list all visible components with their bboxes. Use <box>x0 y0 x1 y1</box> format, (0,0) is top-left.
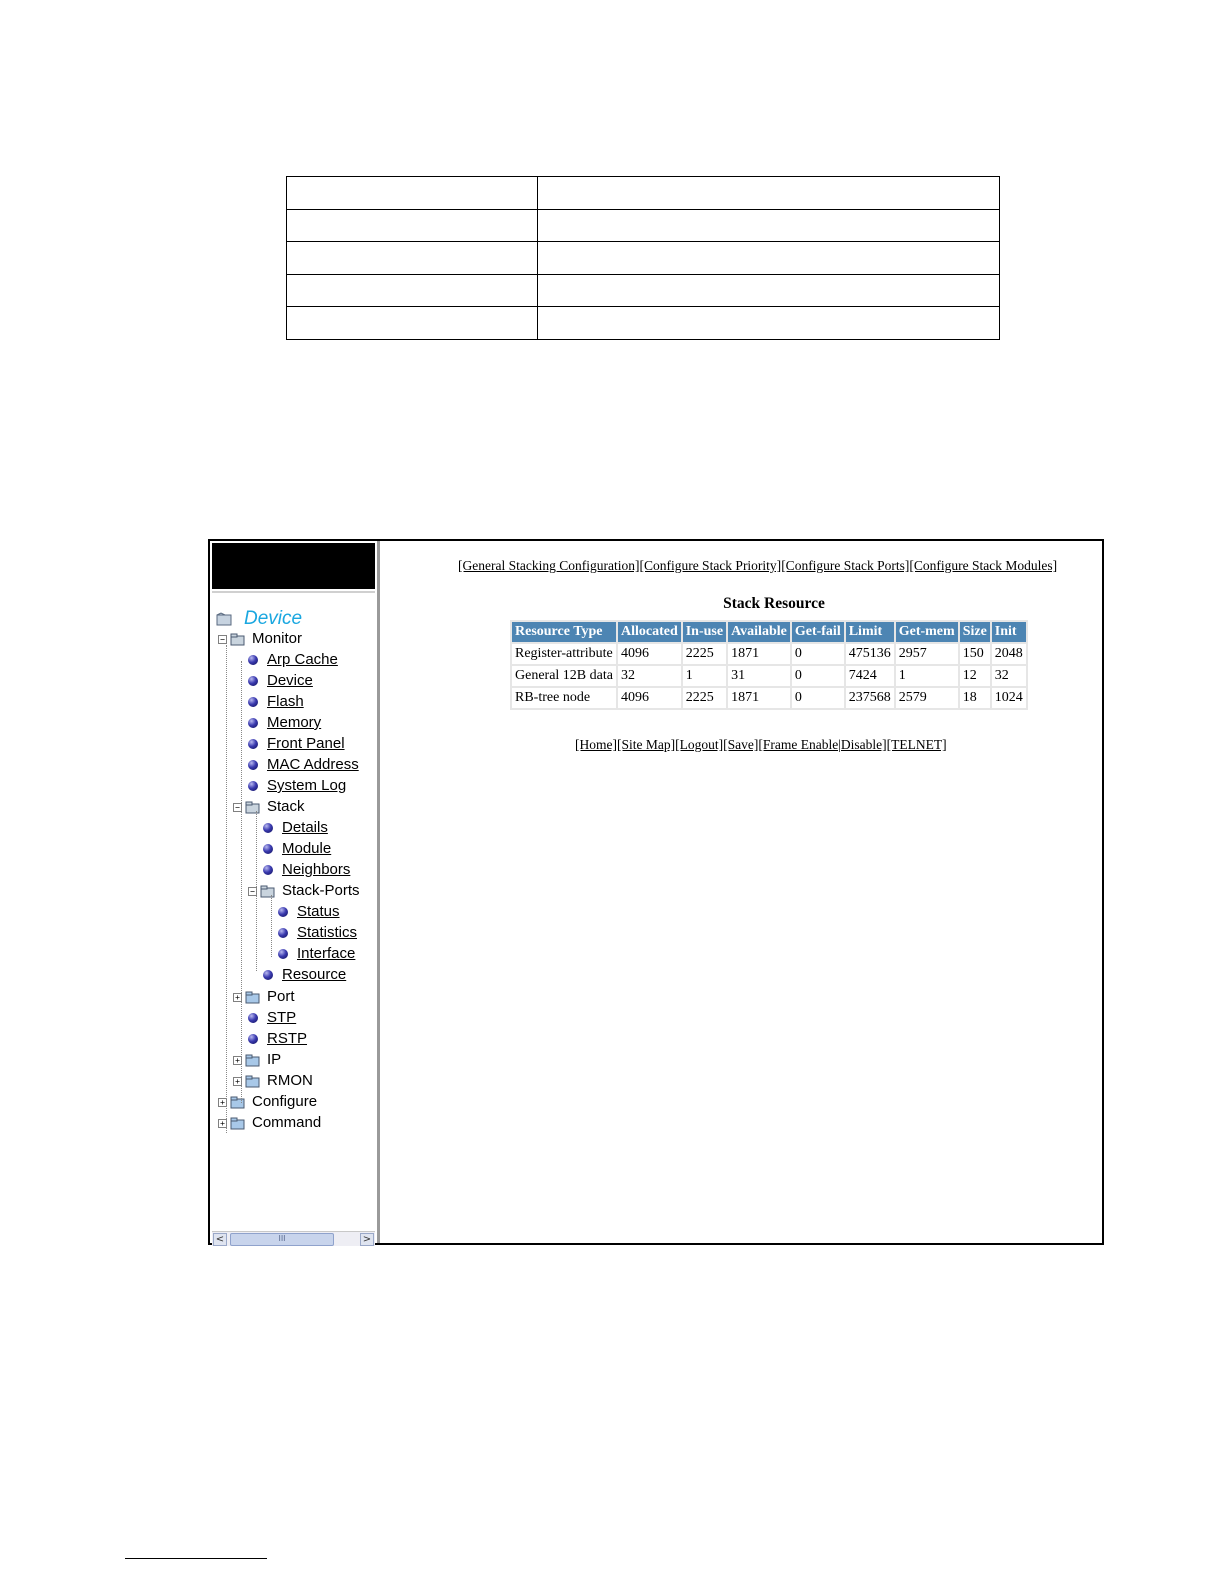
bullet-icon <box>263 970 273 980</box>
bullet-icon <box>248 697 258 707</box>
table-cell: 237568 <box>846 688 894 708</box>
stack-resource-table <box>510 620 1028 710</box>
expand-icon[interactable]: + <box>218 1119 227 1128</box>
folder-icon <box>245 1075 261 1088</box>
collapse-icon[interactable]: − <box>248 887 257 896</box>
document-table <box>286 176 1000 340</box>
table-cell: 475136 <box>846 644 894 664</box>
table-row <box>512 688 1026 708</box>
table-cell: 32 <box>618 666 681 686</box>
table-cell: 2048 <box>992 644 1026 664</box>
folder-icon <box>245 991 261 1004</box>
tree-connector-line <box>241 661 242 1103</box>
nav-home[interactable]: [Home] <box>575 737 617 752</box>
bullet-icon <box>248 655 258 665</box>
tree-item-link[interactable]: System Log <box>267 777 347 794</box>
table-row <box>287 274 1000 307</box>
table-cell: 2225 <box>683 688 726 708</box>
table-cell: 2957 <box>896 644 958 664</box>
table-cell: 1 <box>683 666 726 686</box>
folder-icon <box>245 1054 261 1067</box>
expand-icon[interactable]: + <box>233 1077 242 1086</box>
tree-connector-line <box>256 811 257 971</box>
nav-site-map[interactable]: [Site Map] <box>616 737 676 752</box>
table-header-row <box>512 622 1026 642</box>
table-cell: 12 <box>960 666 990 686</box>
tree-item-link[interactable]: Flash <box>267 693 304 710</box>
tree-item-label: RMON <box>267 1072 313 1089</box>
tree-item-link[interactable]: STP <box>267 1009 297 1026</box>
nav-configure-stack-ports[interactable]: [Configure Stack Ports] <box>781 558 910 573</box>
browser-screenshot <box>208 539 1104 1245</box>
tree-item-link[interactable]: MAC Address <box>267 756 359 773</box>
tree-item-label: IP <box>267 1051 282 1068</box>
open-folder-icon <box>216 612 234 626</box>
table-cell: 1 <box>896 666 958 686</box>
scroll-right-arrow-icon[interactable]: > <box>360 1233 374 1246</box>
table-cell: 1871 <box>728 644 790 664</box>
nav-logout[interactable]: [Logout] <box>675 737 724 752</box>
tree-item-link[interactable]: Neighbors <box>282 861 351 878</box>
column-header: Limit <box>846 622 894 642</box>
bullet-icon <box>248 760 258 770</box>
tree-item-label: Port <box>267 988 295 1005</box>
table-cell: 0 <box>792 666 844 686</box>
table-cell: General 12B data <box>512 666 616 686</box>
page-title: Stack Resource <box>723 595 825 612</box>
table-cell: RB-tree node <box>512 688 616 708</box>
table-row <box>287 177 1000 210</box>
bullet-icon <box>248 676 258 686</box>
scroll-left-arrow-icon[interactable]: < <box>213 1233 227 1246</box>
nav-configure-stack-priority[interactable]: [Configure Stack Priority] <box>639 558 782 573</box>
column-header: Allocated <box>618 622 681 642</box>
table-cell: 7424 <box>846 666 894 686</box>
bullet-icon <box>263 823 273 833</box>
nav-general-stacking-configuration[interactable]: [General Stacking Configuration] <box>458 558 640 573</box>
open-folder-icon <box>260 885 276 898</box>
footnote-separator <box>125 1558 267 1559</box>
tree-title: Device <box>244 608 303 629</box>
table-row <box>512 644 1026 664</box>
tree-item-link[interactable]: Module <box>282 840 332 857</box>
table-row <box>287 242 1000 275</box>
table-cell: 31 <box>728 666 790 686</box>
column-header: Init <box>992 622 1026 642</box>
open-folder-icon <box>230 633 246 646</box>
tree-item-link[interactable]: Front Panel <box>267 735 345 752</box>
bullet-icon <box>263 844 273 854</box>
scrollbar-grip: III <box>278 1234 286 1243</box>
column-header: Get-fail <box>792 622 844 642</box>
column-header: Get-mem <box>896 622 958 642</box>
column-header: Size <box>960 622 990 642</box>
nav-frame-enable-disable[interactable]: [Frame Enable|Disable] <box>758 737 887 752</box>
bullet-icon <box>278 928 288 938</box>
tree-item-label: Stack <box>267 798 305 815</box>
table-cell: 1871 <box>728 688 790 708</box>
tree-item-link[interactable]: Statistics <box>297 924 358 941</box>
bullet-icon <box>278 907 288 917</box>
nav-save[interactable]: [Save] <box>723 737 759 752</box>
bullet-icon <box>278 949 288 959</box>
nav-telnet[interactable]: [TELNET] <box>886 737 947 752</box>
scrollbar-thumb[interactable] <box>230 1233 334 1246</box>
bullet-icon <box>248 1034 258 1044</box>
column-header: Available <box>728 622 790 642</box>
tree-item-link[interactable]: Interface <box>297 945 356 962</box>
collapse-icon[interactable]: − <box>218 635 227 644</box>
tree-connector-line <box>271 895 272 957</box>
tree-connector-line <box>226 645 227 1133</box>
table-cell: 1024 <box>992 688 1026 708</box>
tree-item-link[interactable]: RSTP <box>267 1030 308 1047</box>
tree-item-link[interactable]: Arp Cache <box>267 651 338 668</box>
horizontal-scrollbar[interactable] <box>212 1231 375 1246</box>
bullet-icon <box>263 865 273 875</box>
collapse-icon[interactable]: − <box>233 803 242 812</box>
tree-item-link[interactable]: Device <box>267 672 313 689</box>
divider <box>212 591 375 593</box>
bullet-icon <box>248 781 258 791</box>
table-cell: 32 <box>992 666 1026 686</box>
folder-icon <box>230 1117 246 1130</box>
stack-config-nav <box>458 558 1057 574</box>
bullet-icon <box>248 718 258 728</box>
table-row <box>287 307 1000 340</box>
table-cell: 18 <box>960 688 990 708</box>
column-header: Resource Type <box>512 622 616 642</box>
table-cell: 4096 <box>618 688 681 708</box>
table-row <box>287 209 1000 242</box>
tree-item-label: Configure <box>252 1093 318 1110</box>
column-header: In-use <box>683 622 726 642</box>
table-cell: 4096 <box>618 644 681 664</box>
expand-icon[interactable]: + <box>218 1098 227 1107</box>
table-cell: 150 <box>960 644 990 664</box>
nav-configure-stack-modules[interactable]: [Configure Stack Modules] <box>909 558 1058 573</box>
footer-nav <box>575 737 947 753</box>
table-cell: 2225 <box>683 644 726 664</box>
tree-item-label: Stack-Ports <box>282 882 360 899</box>
table-cell: 0 <box>792 688 844 708</box>
table-cell: 2579 <box>896 688 958 708</box>
table-row <box>512 666 1026 686</box>
expand-icon[interactable]: + <box>233 1056 242 1065</box>
table-cell: 0 <box>792 644 844 664</box>
navigation-frame <box>210 541 380 1243</box>
expand-icon[interactable]: + <box>233 993 242 1002</box>
bullet-icon <box>248 739 258 749</box>
tree-item-link[interactable]: Details <box>282 819 328 836</box>
tree-item-link[interactable]: Resource <box>282 966 347 983</box>
banner-logo <box>212 543 375 589</box>
folder-icon <box>230 1096 246 1109</box>
tree-item-link[interactable]: Memory <box>267 714 322 731</box>
tree-item-label: Command <box>252 1114 322 1131</box>
open-folder-icon <box>245 801 261 814</box>
tree-item-label: Monitor <box>252 630 303 647</box>
bullet-icon <box>248 1013 258 1023</box>
tree-item-link[interactable]: Status <box>297 903 340 920</box>
table-cell: Register-attribute <box>512 644 616 664</box>
